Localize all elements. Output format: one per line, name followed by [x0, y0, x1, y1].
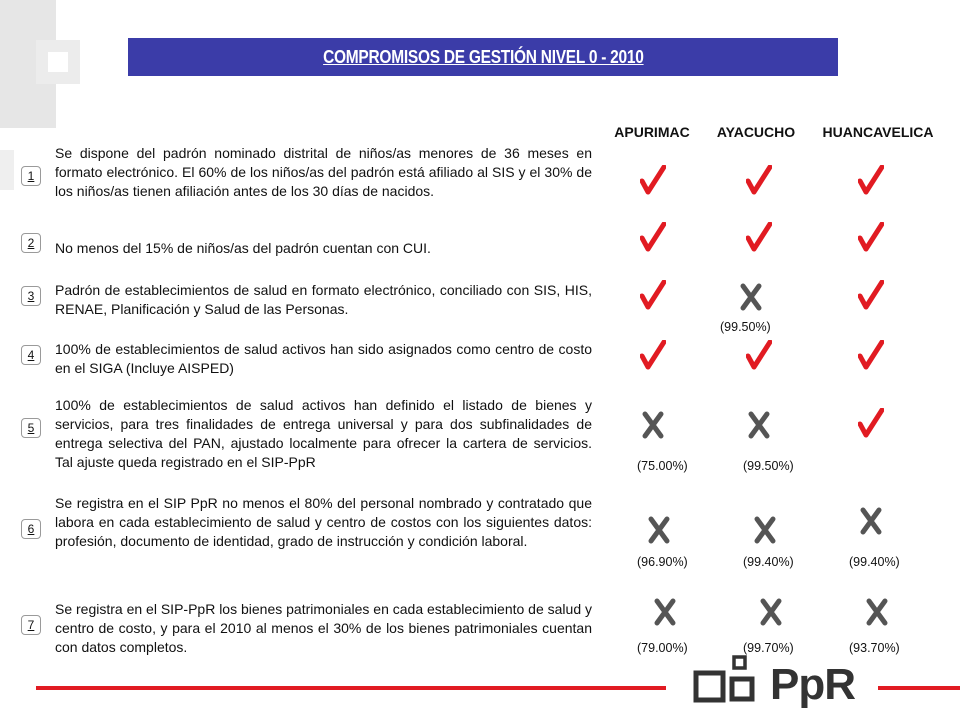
- row-number-badge: 2: [21, 233, 41, 253]
- row-number-badge: 4: [21, 345, 41, 365]
- row-number-badge: 7: [21, 615, 41, 635]
- check-icon: [746, 222, 772, 252]
- row-number-badge: 6: [21, 519, 41, 539]
- percentage-label: (93.70%): [849, 641, 900, 655]
- ppr-logo-icon: [690, 654, 770, 710]
- percentage-label: (99.40%): [743, 555, 794, 569]
- percentage-label: (75.00%): [637, 459, 688, 473]
- check-icon: [640, 280, 666, 310]
- row-number-badge: 1: [21, 166, 41, 186]
- cross-icon: [646, 515, 672, 545]
- commitment-text: Padrón de establecimientos de salud en formato electrónico, conciliado con SIS, HIS, RENAE, Planificación y Salud de las Personas.: [55, 282, 592, 317]
- percentage-label: (99.50%): [743, 459, 794, 473]
- title-banner: [128, 38, 838, 76]
- check-icon: [858, 408, 884, 438]
- commitment-text: Se dispone del padrón nominado distrital de niños/as menores de 36 meses en formato electrónico. El 60% de los niños/as del padrón está afiliado al SIS y el 30% de los niños/as tienen afiliación antes de los 30 días de nacidos.: [55, 145, 592, 199]
- row-number-badge: 5: [21, 418, 41, 438]
- check-icon: [640, 222, 666, 252]
- commitment-text: 100% de establecimientos de salud activos han definido el listado de bienes y servicios, para tres finalidades de entrega universal y para dos subfinalidades de entrega selectiva del PAN, ajustado localmente para ofrecer la cartera de servicios. Tal ajuste queda registrado en el SIP-PpR: [55, 397, 592, 470]
- ppr-logo-text: PpR: [770, 660, 855, 709]
- check-icon: [858, 280, 884, 310]
- cross-icon: [752, 515, 778, 545]
- check-icon: [858, 165, 884, 195]
- cross-icon: [858, 506, 884, 536]
- footer-rule-right: [878, 686, 960, 690]
- percentage-label: (99.40%): [849, 555, 900, 569]
- cross-icon: [738, 282, 764, 312]
- check-icon: [640, 165, 666, 195]
- check-icon: [746, 340, 772, 370]
- commitment-text: No menos del 15% de niños/as del padrón cuentan con CUI.: [55, 240, 431, 256]
- cross-icon: [640, 410, 666, 440]
- percentage-label: (99.70%): [743, 641, 794, 655]
- cross-icon: [652, 597, 678, 627]
- commitment-text: Se registra en el SIP PpR no menos el 80% del personal nombrado y contratado que labora en cada establecimiento de salud y centro de costos con los siguientes datos: profesión, documento de identidad, grado de instrucción y condición laboral.: [55, 495, 592, 549]
- cross-icon: [758, 597, 784, 627]
- percentage-label: (99.50%): [720, 320, 771, 334]
- check-icon: [858, 340, 884, 370]
- check-icon: [858, 222, 884, 252]
- column-header-huancavelica: HUANCAVELICA: [822, 124, 934, 140]
- check-icon: [746, 165, 772, 195]
- check-icon: [640, 340, 666, 370]
- commitment-text: Se registra en el SIP-PpR los bienes patrimoniales en cada establecimiento de salud y centro de costo, y para el 2010 al menos el 30% de los bienes patrimoniales cuentan con datos completos.: [55, 601, 592, 655]
- column-header-apurimac: APURIMAC: [614, 124, 690, 140]
- background-decoration: [0, 150, 14, 190]
- cross-icon: [746, 410, 772, 440]
- column-header-ayacucho: AYACUCHO: [716, 124, 796, 140]
- footer-rule-left: [36, 686, 666, 690]
- commitment-text: 100% de establecimientos de salud activos han sido asignados como centro de costo en el SIGA (Incluye AISPED): [55, 341, 592, 376]
- percentage-label: (96.90%): [637, 555, 688, 569]
- percentage-label: (79.00%): [637, 641, 688, 655]
- row-number-badge: 3: [21, 286, 41, 306]
- page-title: COMPROMISOS DE GESTIÓN NIVEL 0 - 2010: [322, 46, 644, 67]
- cross-icon: [864, 597, 890, 627]
- background-decoration: [48, 52, 68, 72]
